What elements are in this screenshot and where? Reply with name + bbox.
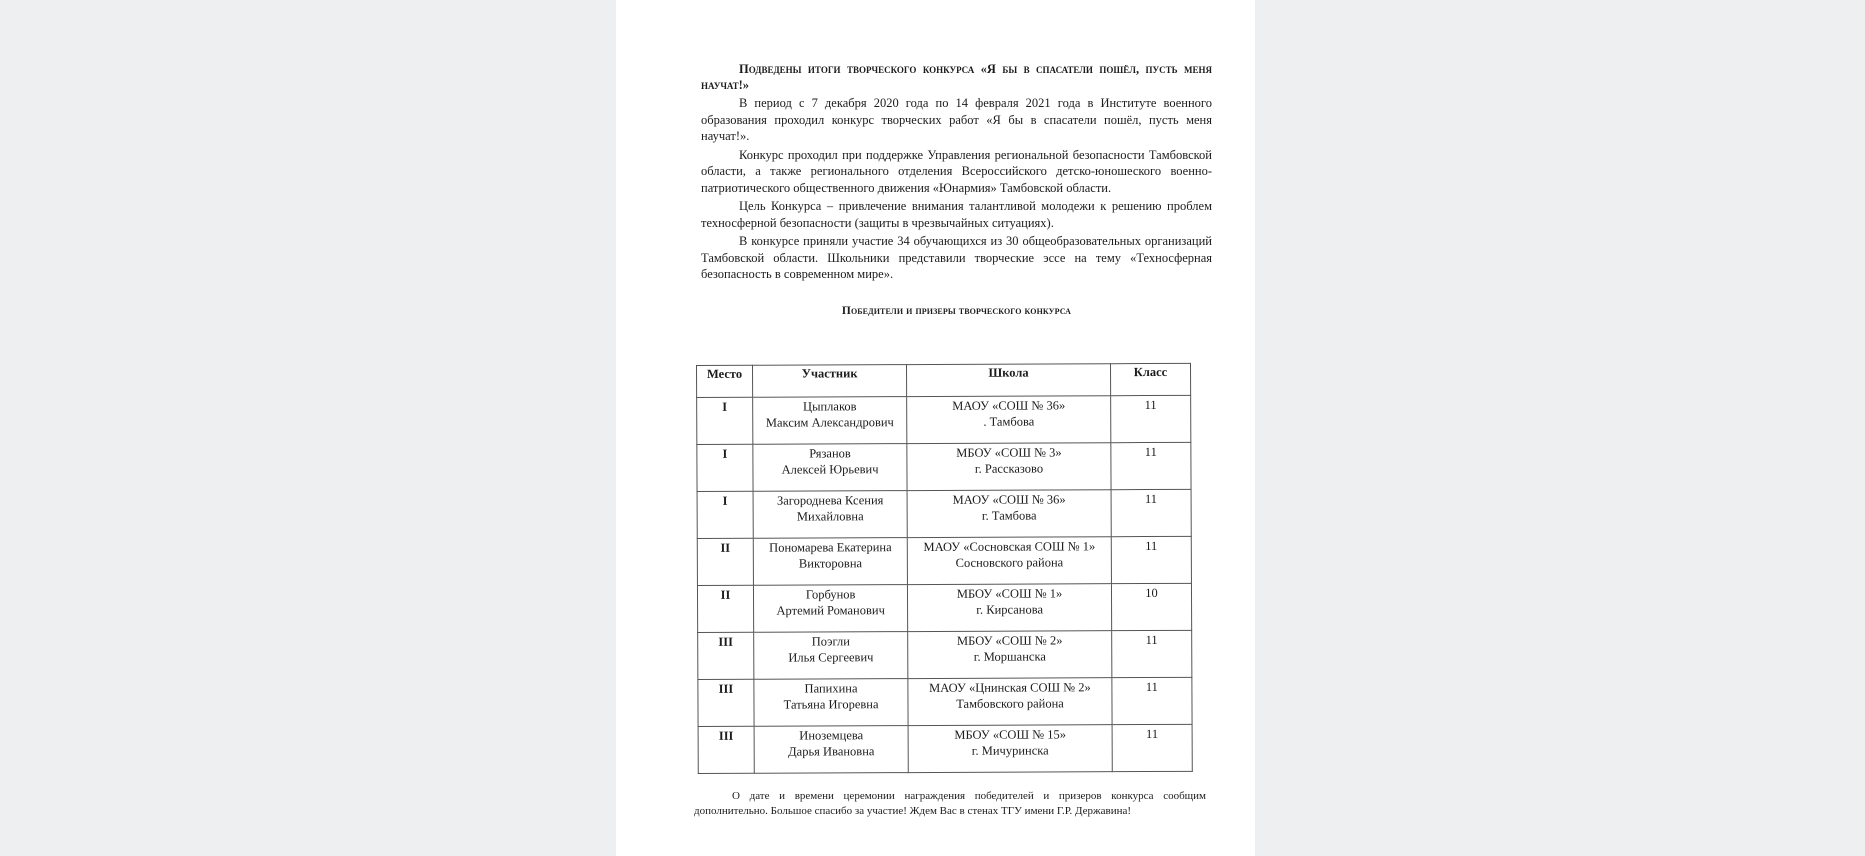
cell-grade: 10 <box>1111 583 1191 630</box>
participant-given-names: Викторовна <box>798 555 863 571</box>
participant-surname: Рязанов <box>809 446 851 461</box>
footer-note: О дате и времени церемонии награждения победителей и призеров конкурса сообщим дополнительно. Большое спасибо за участие! Ждем Вас в стенах ТГУ имени Г.Р. Державина! <box>694 790 1206 817</box>
participant-surname: Иноземцева <box>799 728 864 743</box>
cell-school <box>908 725 1112 773</box>
cell-grade: 11 <box>1112 630 1192 677</box>
school-name: МБОУ «СОШ № 15» <box>954 727 1067 742</box>
school-name: МАОУ «Цнинская СОШ № 2» <box>929 680 1091 695</box>
participant-given-names: Алексей Юрьевич <box>781 461 879 477</box>
header-participant: Участник <box>752 365 906 398</box>
cell-school <box>907 443 1111 491</box>
school-location: Тамбовского района <box>956 695 1064 711</box>
header-place: Место <box>697 365 753 397</box>
school-location: г. Мичуринска <box>971 742 1049 758</box>
paragraph-support: Конкурс проходил при поддержке Управления региональной безопасности Тамбовской области, а также регионального отделения Всероссийского детско-юношеского военно-патриотического общественного движения «Юнармия» Тамбовской области. <box>701 147 1212 195</box>
table-row <box>698 677 1192 726</box>
school-location: г. Кирсанова <box>976 601 1044 617</box>
table-row <box>697 395 1191 444</box>
winners-section-title: Победители и призеры творческого конкурса <box>841 304 1072 317</box>
school-location: г. Моршанска <box>973 648 1046 664</box>
cell-grade: 11 <box>1112 677 1192 724</box>
cell-grade: 11 <box>1111 489 1191 536</box>
school-name: МАОУ «СОШ № 36» <box>952 398 1066 413</box>
cell-place: I <box>697 397 753 444</box>
school-location: г. Рассказово <box>974 460 1044 476</box>
school-name: МБОУ «СОШ № 1» <box>956 586 1063 601</box>
paragraph-participants: В конкурсе приняли участие 34 обучающихся из 30 общеобразовательных организаций Тамбовской области. Школьники представили творческие эссе на тему «Техносферная безопасность в современном мире». <box>701 234 1212 281</box>
cell-participant <box>754 679 908 727</box>
cell-grade: 11 <box>1111 536 1191 583</box>
school-name: МБОУ «СОШ № 2» <box>957 633 1063 648</box>
cell-participant <box>753 397 907 445</box>
header-grade: Класс <box>1110 363 1190 395</box>
participant-surname: Пономарева Екатерина <box>769 540 892 555</box>
cell-participant <box>754 632 908 680</box>
header-school: Школа <box>907 364 1111 397</box>
cell-school <box>907 396 1111 444</box>
participant-given-names: Дарья Ивановна <box>788 743 875 759</box>
participant-surname: Загороднева Ксения <box>776 493 884 508</box>
cell-grade: 11 <box>1112 724 1192 771</box>
participant-given-names: Михайловна <box>796 508 864 524</box>
school-name: МАОУ «СОШ № 36» <box>952 492 1066 507</box>
cell-school <box>907 537 1111 585</box>
table-row <box>698 630 1192 679</box>
table-header-row <box>697 363 1191 397</box>
school-name: МБОУ «СОШ № 3» <box>956 445 1062 460</box>
table-row <box>698 724 1192 773</box>
participant-surname: Цыплаков <box>803 399 857 414</box>
participant-surname: Горбунов <box>805 587 856 602</box>
participant-given-names: Артемий Романович <box>776 602 885 618</box>
participant-given-names: Татьяна Игоревна <box>783 696 879 712</box>
document-body <box>701 61 1212 327</box>
participant-surname: Поэгли <box>811 634 850 649</box>
document-page <box>616 0 1255 856</box>
cell-participant <box>753 585 907 633</box>
cell-school <box>908 584 1112 632</box>
cell-place: III <box>698 632 754 679</box>
table-row <box>697 583 1191 632</box>
participant-given-names: Максим Александрович <box>765 414 894 430</box>
cell-place: III <box>698 679 754 726</box>
school-location: . Тамбова <box>983 414 1035 429</box>
document-title: Подведены итоги творческого конкурса «Я бы в спасатели пошёл, пусть меня научат!» <box>701 62 1212 92</box>
cell-school <box>907 490 1111 538</box>
table-row <box>697 536 1191 585</box>
cell-grade: 11 <box>1111 442 1191 489</box>
cell-participant <box>753 538 907 586</box>
cell-place: I <box>697 491 753 538</box>
cell-place: III <box>698 726 754 773</box>
school-location: Сосновского района <box>955 554 1064 570</box>
cell-participant <box>753 491 907 539</box>
winners-table <box>696 363 1193 774</box>
paragraph-goal: Цель Конкурса – привлечение внимания талантливой молодежи к решению проблем техносферной безопасности (защиты в чрезвычайных ситуациях). <box>701 199 1212 230</box>
cell-place: II <box>697 538 753 585</box>
cell-participant <box>754 726 908 774</box>
cell-school <box>908 631 1112 679</box>
participant-surname: Папихина <box>804 681 858 696</box>
cell-grade: 11 <box>1110 395 1190 442</box>
table-row <box>697 489 1191 538</box>
school-name: МАОУ «Сосновская СОШ № 1» <box>923 539 1096 555</box>
cell-school <box>908 678 1112 726</box>
cell-place: II <box>697 585 753 632</box>
participant-given-names: Илья Сергеевич <box>788 649 874 665</box>
paragraph-period: В период с 7 декабря 2020 года по 14 февраля 2021 года в Институте военного образования проходил конкурс творческих работ «Я бы в спасатели пошёл, пусть меня научат!». <box>701 96 1212 143</box>
cell-place: I <box>697 444 753 491</box>
table-row <box>697 442 1191 491</box>
cell-participant <box>753 444 907 492</box>
school-location: г. Тамбова <box>981 508 1037 523</box>
